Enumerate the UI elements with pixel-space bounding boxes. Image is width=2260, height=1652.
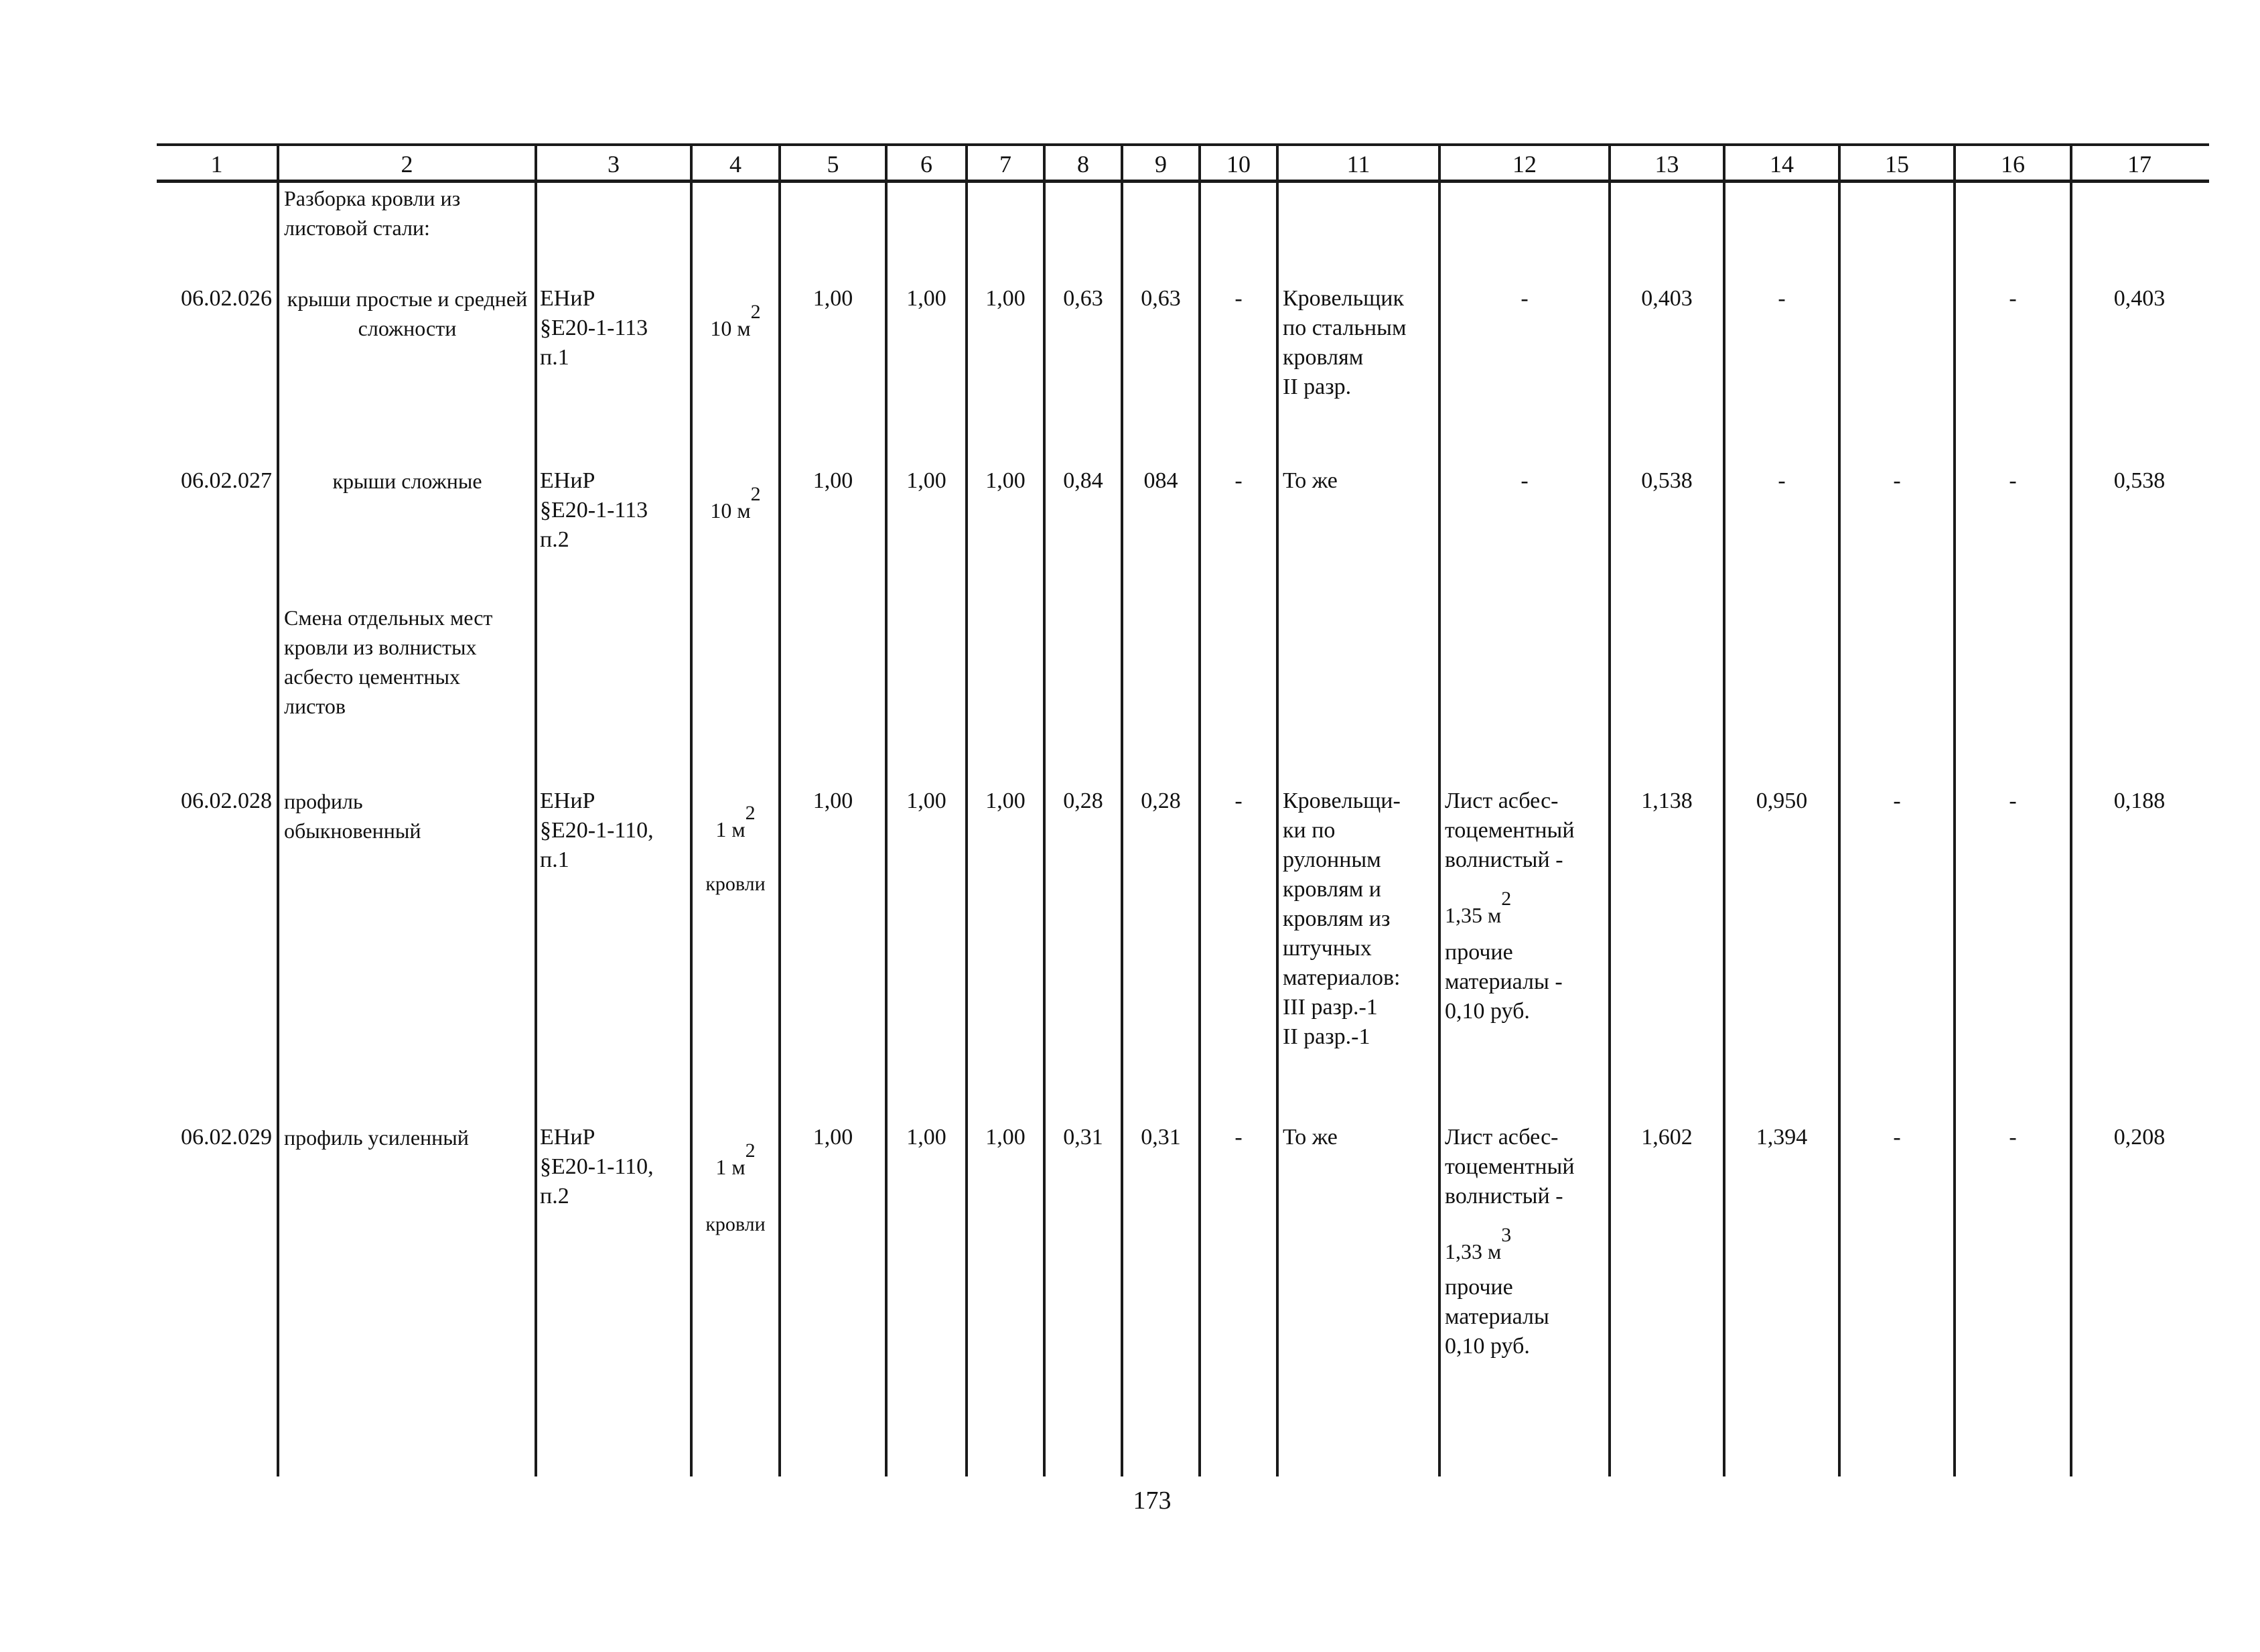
row-col-10: -	[1234, 788, 1243, 813]
col-header-14: 14	[1770, 151, 1794, 178]
row-worker-line-3: кровлям	[1283, 345, 1364, 370]
col-header-2: 2	[401, 151, 413, 178]
row-col-5: 1,00	[813, 788, 853, 813]
row-unit	[693, 301, 778, 343]
col-header-10: 10	[1226, 151, 1251, 178]
row-norm-line-2: §Е20-1-113	[540, 316, 648, 340]
col-header-12: 12	[1512, 151, 1537, 178]
row-unit-power: 2	[745, 1140, 756, 1162]
row-worker-line-4: II разр.	[1283, 374, 1352, 399]
row-norm-line-1: ЕНиР	[540, 468, 595, 493]
row-col-17: 0,208	[2113, 1125, 2166, 1150]
row-unit-power: 2	[750, 301, 761, 323]
row-material-amount-value: 1,33 м	[1445, 1239, 1502, 1263]
row-col-13: 0,403	[1641, 286, 1693, 311]
row-name: крыши простые и средней сложности	[287, 287, 528, 340]
row-norm-line-1: ЕНиР	[540, 788, 595, 813]
row-worker-line-8: III разр.-1	[1283, 995, 1378, 1020]
row-material-amount-value: 1,35 м	[1445, 903, 1502, 927]
row-norm-line-2: §Е20-1-110,	[540, 1154, 654, 1179]
col-header-17: 17	[2127, 151, 2151, 178]
row-unit-note: кровли	[705, 1213, 766, 1235]
row-norm-line-3: п.2	[540, 527, 569, 552]
row-col-13: 1,602	[1641, 1125, 1693, 1150]
col-header-7: 7	[999, 151, 1011, 178]
col-divider-10	[1276, 145, 1279, 1476]
row-col-10: -	[1234, 468, 1243, 493]
col-divider-3	[690, 145, 693, 1476]
row-worker-line-5: кровлям из	[1283, 906, 1391, 931]
row-col-7: 1,00	[985, 788, 1026, 813]
row-col-8: 0,84	[1063, 468, 1103, 493]
row-norm-line-3: п.1	[540, 847, 569, 872]
row-name: профиль обыкновенный	[284, 789, 421, 843]
row-unit-power: 2	[750, 483, 761, 505]
header-top-rule	[157, 143, 2209, 146]
row-col-7: 1,00	[985, 1125, 1026, 1150]
row-col-16: -	[2009, 468, 2017, 493]
row-col-9: 0,63	[1141, 286, 1181, 311]
row-material-line-7: 0,10 руб.	[1445, 1334, 1530, 1359]
row-col-9: 0,28	[1141, 788, 1181, 813]
row-col-14: 0,950	[1756, 788, 1808, 813]
row-col-6: 1,00	[906, 468, 946, 493]
row-code: 06.02.028	[181, 788, 272, 813]
row-norm-line-1: ЕНиР	[540, 1125, 595, 1150]
row-col-8: 0,63	[1063, 286, 1103, 311]
row-norm-line-3: п.1	[540, 345, 569, 370]
row-code: 06.02.026	[181, 286, 272, 311]
row-col-13: 0,538	[1641, 468, 1693, 493]
row-code: 06.02.029	[181, 1125, 272, 1150]
row-unit-value: 10 м	[710, 498, 751, 523]
row-material-line-6: материалы -	[1445, 969, 1563, 994]
row-col-13: 1,138	[1641, 788, 1693, 813]
row-worker-line-1: То же	[1283, 1125, 1338, 1150]
row-unit-note: кровли	[705, 873, 766, 895]
col-header-11: 11	[1346, 151, 1370, 178]
row-unit-value: 1 м	[715, 1155, 746, 1179]
col-divider-1	[277, 145, 279, 1476]
row-unit	[693, 1140, 778, 1182]
row-worker-line-3: рулонным	[1283, 847, 1381, 872]
row-col-17: 0,538	[2113, 468, 2166, 493]
col-header-15: 15	[1885, 151, 1909, 178]
row-worker-line-1: Кровельщик	[1283, 286, 1404, 311]
row-material-line-2: тоцементный	[1445, 1154, 1575, 1179]
row-col-14: 1,394	[1756, 1125, 1808, 1150]
row-unit-value: 10 м	[710, 316, 751, 340]
row-material-amount-power: 2	[1501, 888, 1512, 910]
row-norm-line-1: ЕНиР	[540, 286, 595, 311]
row-col-10: -	[1234, 1125, 1243, 1150]
row-unit-power: 2	[745, 802, 756, 824]
row-col-6: 1,00	[906, 1125, 946, 1150]
row-col-16: -	[2009, 788, 2017, 813]
col-divider-2	[535, 145, 537, 1476]
row-material-line-5: прочие	[1445, 940, 1513, 965]
row-col-10: -	[1234, 286, 1243, 311]
row-col-5: 1,00	[813, 1125, 853, 1150]
row-col-15: -	[1893, 1125, 1901, 1150]
row-col-17: 0,403	[2113, 286, 2166, 311]
row-name: крыши сложные	[332, 469, 482, 493]
col-header-6: 6	[920, 151, 932, 178]
row-col-7: 1,00	[985, 286, 1026, 311]
row-unit	[693, 802, 778, 844]
col-header-5: 5	[827, 151, 839, 178]
row-col-7: 1,00	[985, 468, 1026, 493]
row-col-6: 1,00	[906, 788, 946, 813]
col-header-9: 9	[1155, 151, 1167, 178]
row-material-line-2: тоцементный	[1445, 818, 1575, 843]
row-col-9: 0,31	[1141, 1125, 1181, 1150]
row-material-line-6: материалы	[1445, 1304, 1549, 1329]
row-col-5: 1,00	[813, 468, 853, 493]
row-col-17: 0,188	[2113, 788, 2166, 813]
row-worker-line-1: Кровельщи-	[1283, 788, 1401, 813]
row-unit-value: 1 м	[715, 817, 746, 841]
row-col-14: -	[1778, 286, 1786, 311]
row-col-6: 1,00	[906, 286, 946, 311]
row-worker-line-7: материалов:	[1283, 965, 1401, 990]
row-material-line-3: волнистый -	[1445, 847, 1563, 872]
row-worker-line-9: II разр.-1	[1283, 1024, 1370, 1049]
row-material-amount	[1445, 888, 1512, 930]
row-col-15: -	[1893, 788, 1901, 813]
row-norm-line-2: §Е20-1-110,	[540, 818, 654, 843]
row-col-14: -	[1778, 468, 1786, 493]
row-material-line-1: Лист асбес-	[1445, 1125, 1559, 1150]
row-col-15: -	[1893, 468, 1901, 493]
row-code: 06.02.027	[181, 468, 272, 493]
row-norm-line-2: §Е20-1-113	[540, 498, 648, 523]
row-col-8: 0,31	[1063, 1125, 1103, 1150]
row-worker-line-2: по стальным	[1283, 316, 1407, 340]
row-material-line-3: волнистый -	[1445, 1184, 1563, 1209]
col-header-16: 16	[2001, 151, 2025, 178]
row-material-line-7: 0,10 руб.	[1445, 999, 1530, 1024]
row-worker-line-6: штучных	[1283, 936, 1372, 961]
row-col-16: -	[2009, 1125, 2017, 1150]
row-norm-line-3: п.2	[540, 1184, 569, 1209]
col-divider-11	[1438, 145, 1441, 1476]
row-material-line-5: прочие	[1445, 1275, 1513, 1300]
row-unit	[693, 483, 778, 525]
row-material-amount-power: 3	[1501, 1224, 1512, 1246]
row-col-9: 084	[1143, 468, 1178, 493]
col-header-13: 13	[1654, 151, 1679, 178]
row-material-line-1: Лист асбес-	[1445, 788, 1559, 813]
row-col-16: -	[2009, 286, 2017, 311]
page-number: 173	[1133, 1487, 1172, 1515]
col-header-4: 4	[729, 151, 741, 178]
col-header-1: 1	[210, 151, 223, 178]
row-materials: -	[1521, 286, 1529, 311]
col-header-8: 8	[1077, 151, 1089, 178]
row-materials: -	[1521, 468, 1529, 493]
row-name: профиль усиленный	[284, 1125, 469, 1150]
header-bottom-rule	[157, 180, 2209, 183]
col-header-3: 3	[608, 151, 620, 178]
row-material-amount	[1445, 1224, 1512, 1266]
row-worker-line-4: кровлям и	[1283, 877, 1381, 902]
row-col-8: 0,28	[1063, 788, 1103, 813]
row-col-5: 1,00	[813, 286, 853, 311]
row-worker-line-2: ки по	[1283, 818, 1336, 843]
section-title: Разборка кровли из листовой стали:	[284, 186, 461, 240]
section-title: Смена отдельных мест кровли из волнистых асбесто цементных листов	[284, 606, 493, 718]
row-worker-line-1: То же	[1283, 468, 1338, 493]
